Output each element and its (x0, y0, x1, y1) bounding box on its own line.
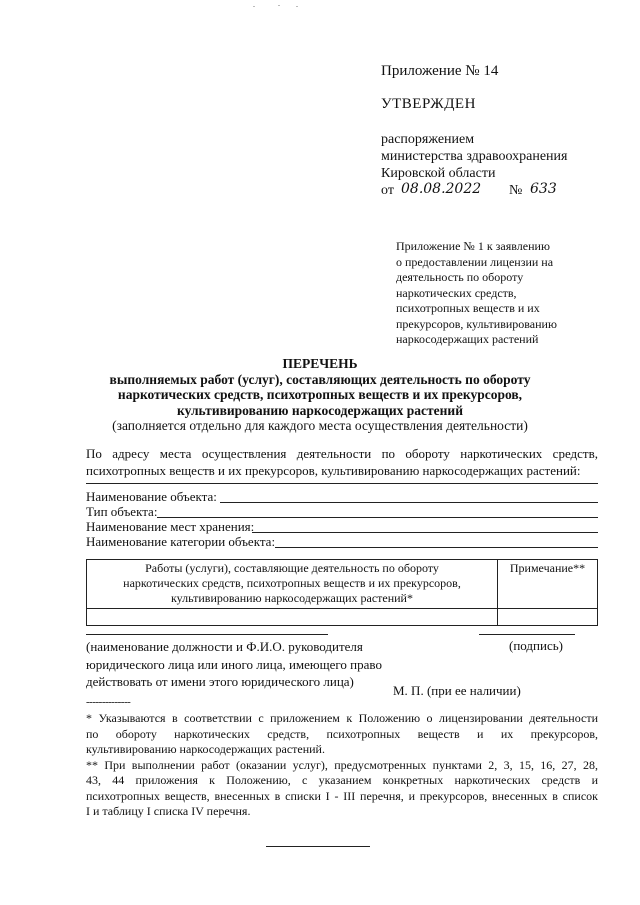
storage-input[interactable] (252, 532, 598, 533)
field-object-type-label: Тип объекта: (86, 504, 158, 519)
reference-line: наркотических средств, (396, 285, 517, 300)
footnote-line: * Указываются в соответствии с приложением к Положению о лицензировании деятельности (86, 711, 598, 725)
field-storage-label: Наименование мест хранения: (86, 519, 255, 534)
table-header-row (87, 560, 598, 609)
reference-line: психотропных веществ и их (396, 301, 540, 315)
title-line: культивированию наркосодержащих растений (176, 402, 463, 418)
signature-caption: (подпись) (509, 638, 563, 653)
field-object-name-label: Наименование объекта: (86, 489, 217, 504)
table-row (87, 609, 598, 626)
category-input[interactable] (275, 547, 598, 548)
header-line: культивированию наркосодержащих растений* (171, 591, 413, 605)
field-category-label: Наименование категории объекта: (86, 534, 276, 549)
notes-column-header: Примечание** (498, 560, 598, 609)
footnote-line: психотропных веществ, внесенных в списки I - III перечня, и прекурсоров, внесенных в список (86, 788, 598, 803)
address-line: психотропных веществ и их прекурсоров, культивированию наркосодержащих растений: (86, 463, 581, 478)
bottom-separator (266, 846, 370, 847)
order-line: распоряжением (381, 132, 475, 147)
header-line: наркотических средств, психотропных веществ и их прекурсоров, (123, 576, 461, 590)
approval-order (381, 131, 567, 182)
scan-speck (296, 6, 298, 7)
signatory-caption (86, 638, 382, 691)
order-line: министерства здравоохранения (381, 149, 568, 164)
reference-line: о предоставлении лицензии на (396, 254, 554, 269)
reference-line: деятельность по обороту (396, 270, 524, 284)
document-title (0, 356, 640, 434)
number-prefix: № (509, 183, 523, 198)
footnote-line: I и таблицу I списка IV перечня. (86, 804, 251, 818)
object-type-input[interactable] (157, 517, 598, 518)
address-paragraph (86, 445, 598, 479)
reference-line: наркосодержащих растений (396, 332, 539, 346)
scan-speck (278, 5, 280, 6)
number-handwritten: 633 (530, 181, 557, 197)
order-line: Кировской области (381, 166, 496, 181)
footnote-separator: -------------- (86, 696, 131, 708)
appendix-number: Приложение № 14 (381, 63, 499, 79)
works-cell[interactable] (87, 609, 498, 626)
address-underline (86, 483, 598, 484)
signature-line (479, 634, 575, 635)
notes-cell[interactable] (498, 609, 598, 626)
title-note: (заполняется отдельно для каждого места осуществления деятельности) (112, 418, 528, 433)
reference-line: Приложение № 1 к заявлению (396, 239, 550, 253)
scan-speck (253, 6, 255, 7)
date-handwritten: 08.08.2022 (401, 181, 482, 197)
footnote-line: ** При выполнении работ (оказании услуг), предусмотренных пунктами 2, 3, 15, 16, 27, 28, (86, 757, 598, 772)
address-line: По адресу места осуществления деятельности по обороту наркотических средств, (86, 446, 598, 461)
title-line: наркотических средств, психотропных веществ и их прекурсоров, (117, 387, 523, 402)
reference-line: прекурсоров, культивированию (396, 316, 557, 331)
title-line: выполняемых работ (услуг), составляющих деятельность по обороту (109, 371, 531, 387)
footnote-line: по обороту наркотических средств, психотропных веществ и их прекурсоров, (86, 726, 598, 741)
title-heading: ПЕРЕЧЕНЬ (282, 356, 358, 371)
footnotes (86, 711, 598, 820)
caption-line: юридического лица или иного лица, имеющего право (86, 656, 382, 672)
footnote-line: 43, 44 приложения к Положению, с указанием конкретных наркотических средств и (86, 773, 598, 787)
caption-line: действовать от имени этого юридического лица) (86, 674, 354, 689)
footnote-line: культивированию наркосодержащих растений. (86, 742, 325, 756)
date-prefix: от (381, 183, 394, 198)
header-line: Работы (услуги), составляющие деятельность по обороту (145, 561, 439, 575)
object-name-input[interactable] (220, 502, 598, 503)
application-reference (396, 239, 557, 348)
works-column-header (87, 560, 498, 609)
stamp-caption: М. П. (при ее наличии) (393, 683, 521, 698)
caption-line: (наименование должности и Ф.И.О. руководителя (86, 639, 363, 654)
approved-label: УТВЕРЖДЕН (381, 96, 476, 112)
works-table (86, 559, 598, 626)
position-name-line (86, 634, 328, 635)
